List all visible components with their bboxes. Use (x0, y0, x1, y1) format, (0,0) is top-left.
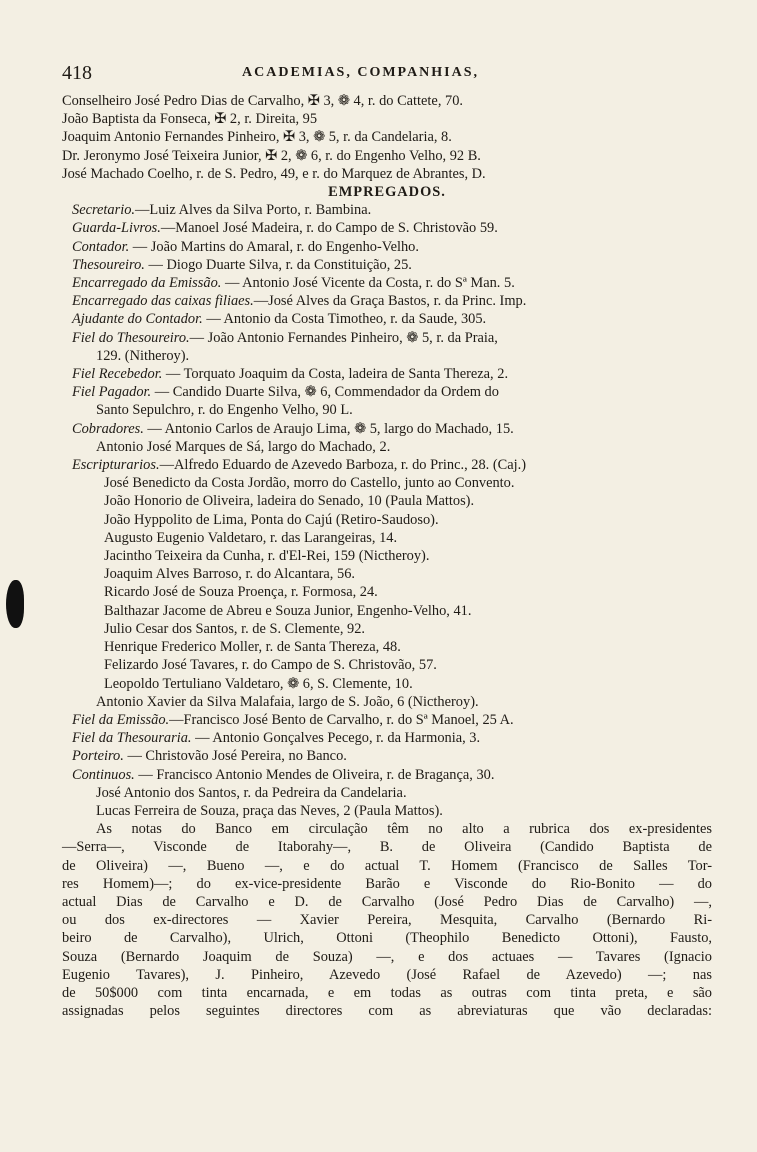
text-line (62, 857, 712, 875)
line-text: Felizardo José Tavares, r. do Campo de S. Christovão, 57. (104, 657, 437, 674)
text-line (62, 784, 712, 802)
text-line (62, 110, 712, 128)
role-label: Thesoureiro. (72, 256, 145, 273)
text-body (62, 92, 712, 1020)
text-line (62, 219, 712, 237)
text-line (62, 893, 712, 911)
line-text: João Hyppolito de Lima, Ponta do Cajú (Retiro-Saudoso). (104, 511, 439, 528)
text-line (62, 456, 712, 474)
line-text: —Manoel José Madeira, r. do Campo de S. Christovão 59. (160, 220, 498, 237)
text-line (62, 365, 712, 383)
line-text: ou dos ex-directores — Xavier Pereira, Mesquita, Carvalho (Bernardo Ri- (62, 912, 712, 929)
line-text: —Serra—, Visconde de Itaborahy—, B. de Oliveira (Candido Baptista de (62, 839, 712, 856)
line-text: — João Antonio Fernandes Pinheiro, ❁ 5, r. da Praia, (189, 329, 498, 346)
text-line (62, 420, 712, 438)
line-text: Antonio Xavier da Silva Malafaia, largo de S. João, 6 (Nictheroy). (96, 693, 479, 710)
running-title: ACADEMIAS, COMPANHIAS, (242, 65, 480, 80)
text-line (62, 948, 712, 966)
role-label: Encarregado das caixas filiaes. (72, 293, 254, 310)
text-line (62, 638, 712, 656)
text-line (62, 729, 712, 747)
text-line (62, 602, 712, 620)
line-text: Eugenio Tavares), J. Pinheiro, Azevedo (José Rafael de Azevedo) —; nas (62, 966, 712, 983)
text-line (62, 165, 712, 183)
line-text: — Antonio José Vicente da Costa, r. do Sª Man. 5. (221, 275, 515, 292)
role-label: Fiel da Emissão. (72, 711, 170, 728)
line-text: Balthazar Jacome de Abreu e Souza Junior, Engenho-Velho, 41. (104, 602, 472, 619)
text-line (62, 329, 712, 347)
text-line (62, 747, 712, 765)
role-label: Fiel Pagador. (72, 384, 152, 401)
line-text: assignadas pelos seguintes directores com as abreviaturas que vão declaradas: (62, 1003, 712, 1020)
line-text: actual Dias de Carvalho e D. de Carvalho (José Pedro Dias de Carvalho) —, (62, 893, 712, 910)
line-text: Souza (Bernardo Joaquim de Souza) —, e dos actuaes — Tavares (Ignacio (62, 948, 712, 965)
text-line (62, 711, 712, 729)
text-line (62, 875, 712, 893)
line-text: João Honorio de Oliveira, ladeira do Senado, 10 (Paula Mattos). (104, 493, 475, 510)
role-label: Fiel da Thesouraria. (72, 730, 192, 747)
text-line (62, 492, 712, 510)
text-line (62, 583, 712, 601)
line-text: beiro de Carvalho), Ulrich, Ottoni (Theophilo Benedicto Ottoni), Fausto, (62, 930, 712, 947)
role-label: Secretario. (72, 202, 136, 219)
line-text: EMPREGADOS. (328, 184, 446, 201)
role-label: Encarregado da Emissão. (72, 275, 222, 292)
line-text: — Antonio Gonçalves Pecego, r. da Harmonia, 3. (191, 730, 481, 747)
binding-mark (6, 580, 24, 628)
text-line (62, 401, 712, 419)
text-line (62, 238, 712, 256)
text-line (62, 656, 712, 674)
text-line (62, 529, 712, 547)
line-text: Leopoldo Tertuliano Valdetaro, ❁ 6, S. Clemente, 10. (104, 675, 413, 692)
text-line (62, 820, 712, 838)
line-text: Dr. Jeronymo José Teixeira Junior, ✠ 2, ❁ 6, r. do Engenho Velho, 92 B. (62, 147, 481, 164)
text-line (62, 383, 712, 401)
document-page (62, 62, 712, 1020)
role-label: Fiel Recebedor. (72, 366, 163, 383)
text-line (62, 274, 712, 292)
section-heading (62, 183, 712, 201)
role-label: Porteiro. (72, 748, 124, 765)
text-line (62, 547, 712, 565)
line-text: — Christovão José Pereira, no Banco. (123, 748, 347, 765)
page-header (62, 62, 712, 92)
line-text: — Antonio Carlos de Araujo Lima, ❁ 5, largo do Machado, 15. (143, 420, 514, 437)
line-text: — João Martins do Amaral, r. do Engenho-Velho. (129, 238, 419, 255)
text-line (62, 838, 712, 856)
line-text: — Diogo Duarte Silva, r. da Constituição, 25. (144, 256, 412, 273)
text-line (62, 201, 712, 219)
role-label: Fiel do Thesoureiro. (72, 329, 190, 346)
text-line (62, 929, 712, 947)
line-text: res Homem)—; do ex-vice-presidente Barão e Visconde do Rio-Bonito — do (62, 875, 712, 892)
line-text: Julio Cesar dos Santos, r. de S. Clemente, 92. (104, 620, 366, 637)
text-line (62, 984, 712, 1002)
line-text: Ricardo José de Souza Proença, r. Formosa, 24. (104, 584, 378, 601)
line-text: Augusto Eugenio Valdetaro, r. das Larangeiras, 14. (104, 529, 398, 546)
line-text: José Machado Coelho, r. de S. Pedro, 49, e r. do Marquez de Abrantes, D. (62, 165, 486, 182)
page-number: 418 (62, 62, 92, 84)
role-label: Continuos. (72, 766, 135, 783)
text-line (62, 347, 712, 365)
line-text: Santo Sepulchro, r. do Engenho Velho, 90 L. (96, 402, 353, 419)
role-label: Cobradores. (72, 420, 144, 437)
text-line (62, 966, 712, 984)
line-text: Antonio José Marques de Sá, largo do Machado, 2. (96, 438, 391, 455)
text-line (62, 511, 712, 529)
text-line (62, 1002, 712, 1020)
role-label: Contador. (72, 238, 130, 255)
role-label: Guarda-Livros. (72, 220, 161, 237)
line-text: —Alfredo Eduardo de Azevedo Barboza, r. do Princ., 28. (Caj.) (159, 457, 527, 474)
line-text: José Benedicto da Costa Jordão, morro do Castello, junto ao Convento. (104, 475, 515, 492)
line-text: Joaquim Alves Barroso, r. do Alcantara, 56. (104, 566, 355, 583)
line-text: João Baptista da Fonseca, ✠ 2, r. Direita, 95 (62, 111, 318, 128)
line-text: de Oliveira) —, Bueno —, e do actual T. Homem (Francisco de Salles Tor- (62, 857, 712, 874)
line-text: — Torquato Joaquim da Costa, ladeira de Santa Thereza, 2. (162, 366, 509, 383)
text-line (62, 911, 712, 929)
role-label: Ajudante do Contador. (72, 311, 203, 328)
line-text: —Luiz Alves da Silva Porto, r. Bambina. (135, 202, 372, 219)
line-text: Jacintho Teixeira da Cunha, r. d'El-Rei, 159 (Nictheroy). (104, 548, 430, 565)
line-text: Joaquim Antonio Fernandes Pinheiro, ✠ 3, ❁ 5, r. da Candelaria, 8. (62, 129, 452, 146)
text-line (62, 802, 712, 820)
text-line (62, 675, 712, 693)
text-line (62, 310, 712, 328)
line-text: —Francisco José Bento de Carvalho, r. do Sª Manoel, 25 A. (169, 711, 514, 728)
text-line (62, 438, 712, 456)
line-text: de 50$000 com tinta encarnada, e em todas as outras com tinta preta, e são (62, 984, 712, 1001)
text-line (62, 693, 712, 711)
line-text: — Francisco Antonio Mendes de Oliveira, r. de Bragança, 30. (134, 766, 495, 783)
text-line (62, 256, 712, 274)
role-label: Escripturarios. (72, 457, 160, 474)
line-text: Conselheiro José Pedro Dias de Carvalho, ✠ 3, ❁ 4, r. do Cattete, 70. (62, 93, 464, 109)
text-line (62, 92, 712, 110)
line-text: Lucas Ferreira de Souza, praça das Neves, 2 (Paula Mattos). (96, 802, 443, 819)
text-line (62, 766, 712, 784)
line-text: — Antonio da Costa Timotheo, r. da Saude, 305. (202, 311, 487, 328)
text-line (62, 128, 712, 146)
text-line (62, 620, 712, 638)
line-text: — Candido Duarte Silva, ❁ 6, Commendador da Ordem do (151, 384, 499, 401)
line-text: 129. (Nitheroy). (96, 347, 190, 364)
line-text: —José Alves da Graça Bastos, r. da Princ. Imp. (253, 293, 527, 310)
line-text: José Antonio dos Santos, r. da Pedreira da Candelaria. (96, 784, 407, 801)
text-line (62, 292, 712, 310)
text-line (62, 565, 712, 583)
line-text: As notas do Banco em circulação têm no alto a rubrica dos ex-presidentes (96, 821, 712, 838)
text-line (62, 147, 712, 165)
line-text: Henrique Frederico Moller, r. de Santa Thereza, 48. (104, 639, 401, 656)
text-line (62, 474, 712, 492)
